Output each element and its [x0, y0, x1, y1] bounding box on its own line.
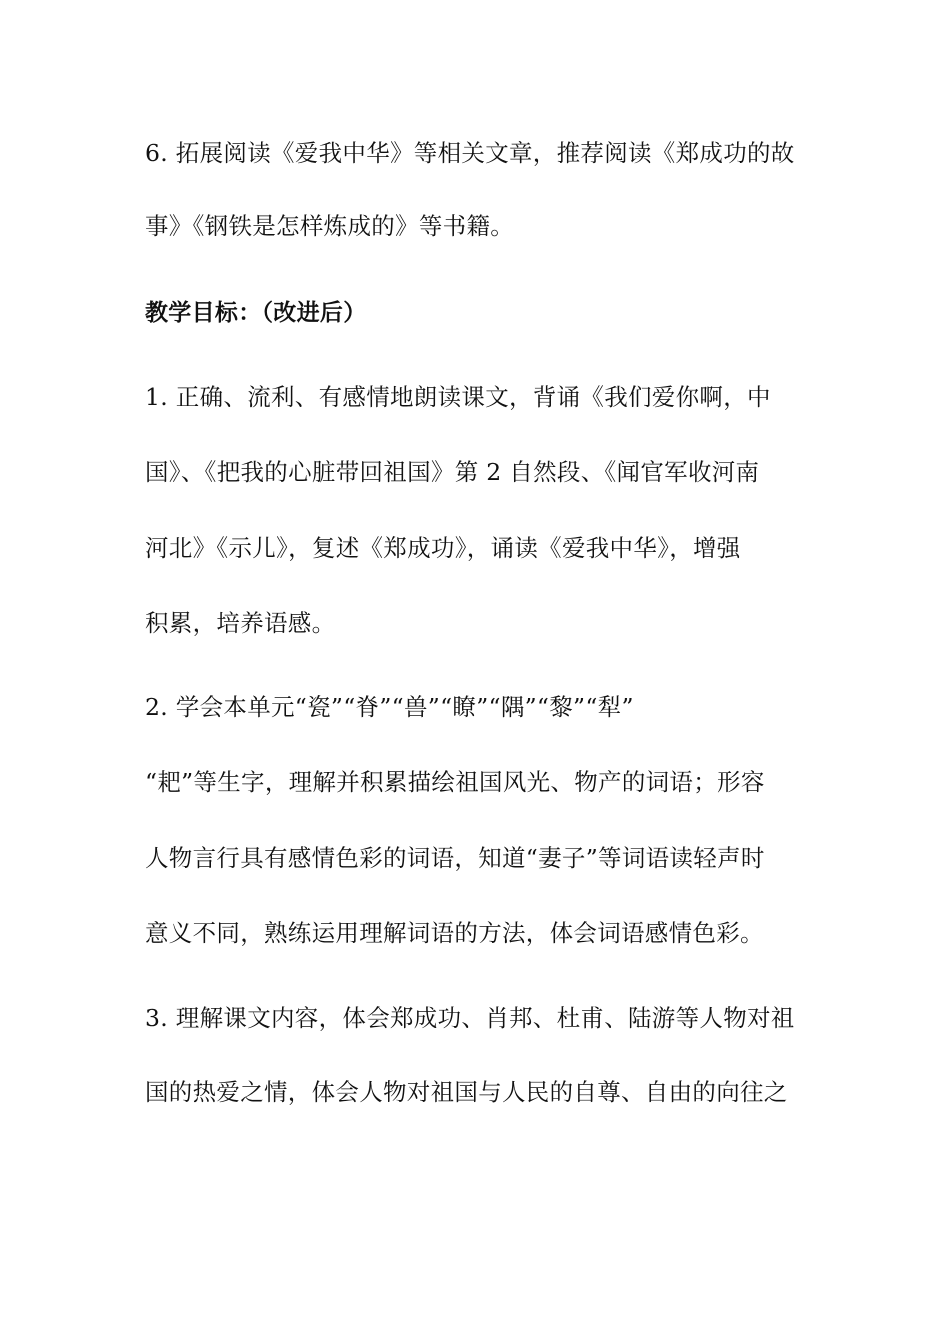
- item2-line2: “耙”等生字，理解并积累描绘祖国风光、物产的词语；形容: [145, 768, 765, 796]
- item6-line1: 6. 拓展阅读《爱我中华》等相关文章，推荐阅读《郑成功的故: [145, 139, 795, 167]
- item3-line1: 3. 理解课文内容，体会郑成功、肖邦、杜甫、陆游等人物对祖: [145, 1004, 795, 1032]
- item1-line2: 国》、《把我的心脏带回祖国》第 2 自然段、《闻官军收河南: [145, 458, 760, 486]
- item2-line3: 人物言行具有感情色彩的词语，知道“妻子”等词语读轻声时: [145, 844, 765, 872]
- item1-line4: 积累，培养语感。: [145, 609, 336, 637]
- item2-line4: 意义不同，熟练运用理解词语的方法，体会词语感情色彩。: [145, 919, 764, 947]
- item3-line2: 国的热爱之情，体会人物对祖国与人民的自尊、自由的向往之: [145, 1078, 788, 1106]
- item2-line1: 2. 学会本单元“瓷”“脊”“兽”“瞭”“隅”“黎”“犁”: [145, 693, 634, 721]
- item1-line1: 1. 正确、流利、有感情地朗读课文，背诵《我们爱你啊，中: [145, 383, 771, 411]
- section-heading: 教学目标：（改进后）: [145, 300, 367, 326]
- item6-line2: 事》《钢铁是怎样炼成的》等书籍。: [145, 212, 515, 240]
- item1-line3: 河北》《示儿》，复述《郑成功》，诵读《爱我中华》，增强: [145, 534, 741, 562]
